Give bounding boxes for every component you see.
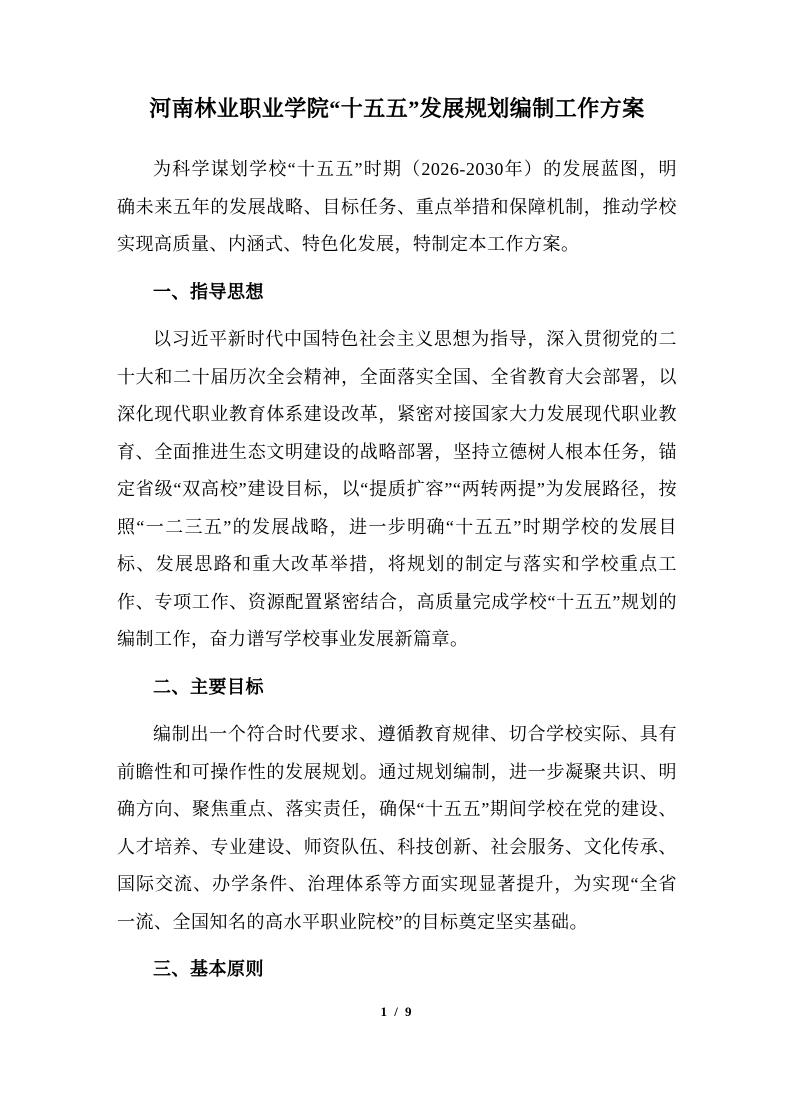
heading-guiding-ideology: 一、指导思想	[153, 281, 264, 302]
paragraph-guiding-ideology: 以习近平新时代中国特色社会主义思想为指导，深入贯彻党的二十大和二十届历次全会精神，全面落实全国、全省教育大会部署，以深化现代职业教育体系建设改革，紧密对接国家大力发展现代职业教育、全面推进生态文明建设的战略部署，坚持立德树人根本任务，锚定省级“双高校”建设目标，以“提质扩容”“两转两提”为发展路径，按照“一二三五”的发展战略，进一步明确“十五五”时期学校的发展目标、发展思路和重大改革举措，将规划的制定与落实和学校重点工作、专项工作、资源配置紧密结合，高质量完成学校“十五五”规划的编制工作，奋力谱写学校事业发展新篇章。	[117, 329, 677, 649]
page-number: 1 / 9	[380, 1004, 414, 1019]
document-title: 河南林业职业学院“十五五”发展规划编制工作方案	[149, 96, 645, 121]
heading-basic-principles: 三、基本原则	[153, 959, 264, 979]
paragraph-main-goals: 编制出一个符合时代要求、遵循教育规律、切合学校实际、具有前瞻性和可操作性的发展规划。通过规划编制，进一步凝聚共识、明确方向、聚焦重点、落实责任，确保“十五五”期间学校在党的建设、人才培养、专业建设、师资队伍、科技创新、社会服务、文化传承、国际交流、办学条件、治理体系等方面实现显著提升，为实现“全省一流、全国知名的高水平职业院校”的目标奠定坚实基础。	[117, 724, 677, 932]
document-content	[117, 0, 677, 989]
heading-main-goals: 二、主要目标	[153, 676, 264, 697]
intro-paragraph: 为科学谋划学校“十五五”时期（2026-2030年）的发展蓝图，明确未来五年的发展战略、目标任务、重点举措和保障机制，推动学校实现高质量、内涵式、特色化发展，特制定本工作方案。	[117, 159, 677, 254]
